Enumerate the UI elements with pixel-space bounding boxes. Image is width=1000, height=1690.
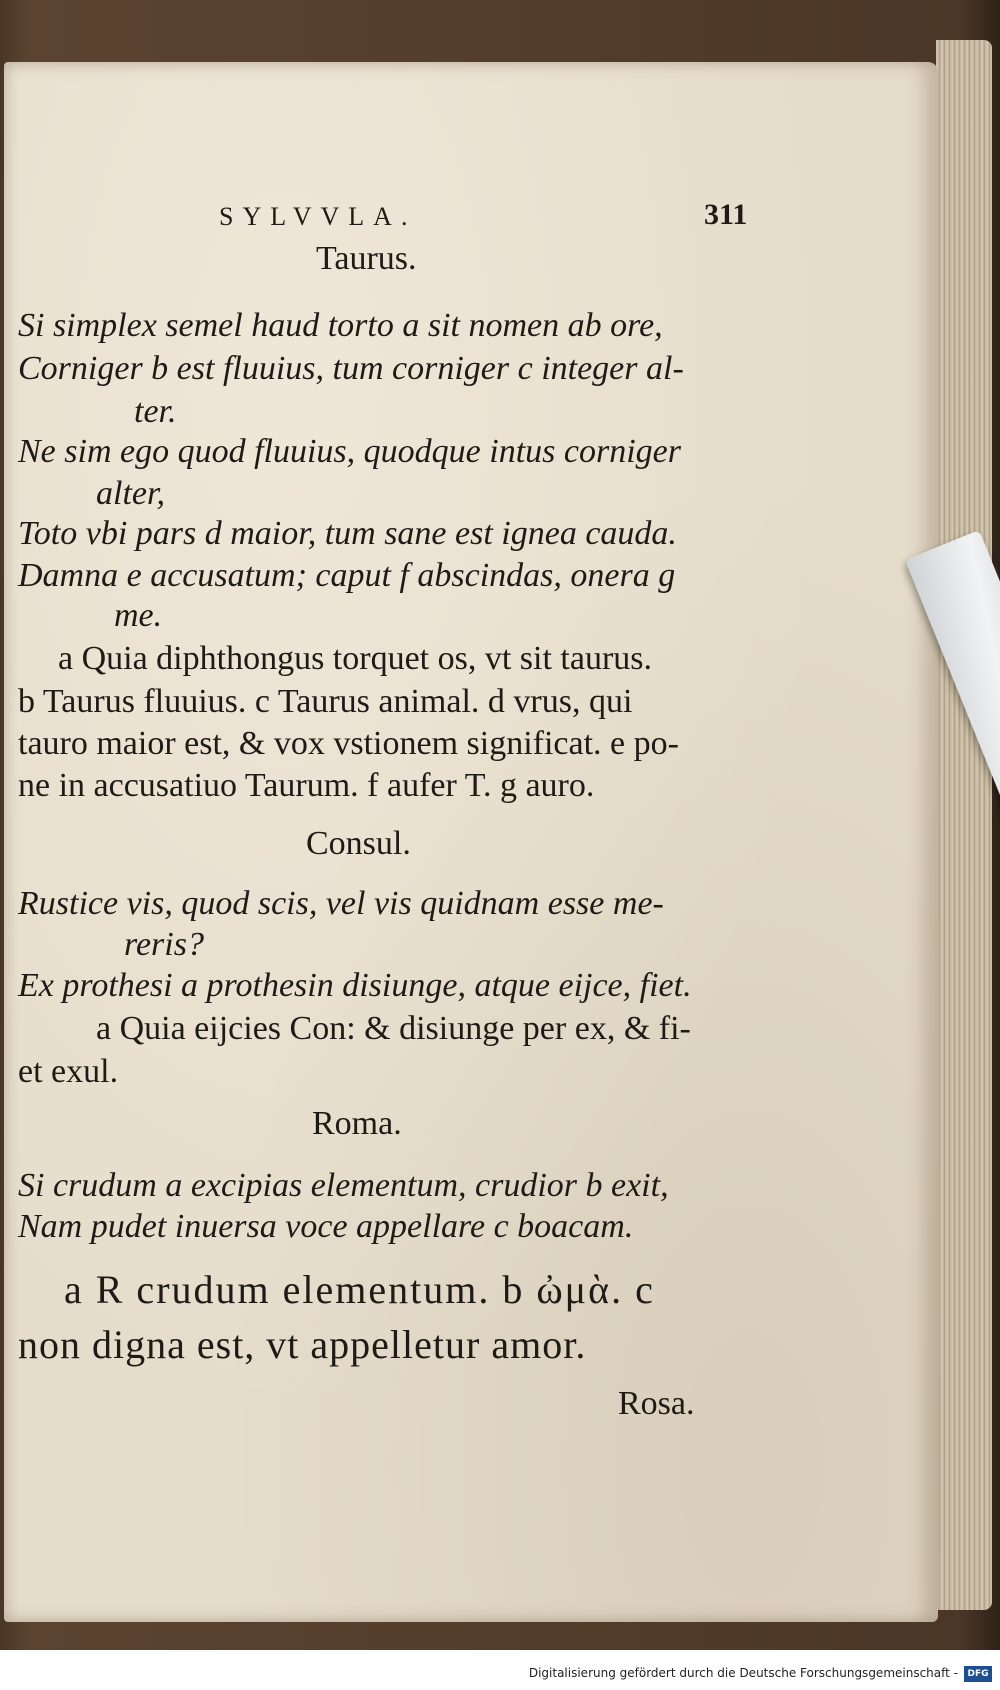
verse-line: Nam pudet inuersa voce appellare c boacam. bbox=[18, 1208, 634, 1245]
verse-line: Rustice vis, quod scis, vel vis quidnam esse me- bbox=[18, 885, 664, 922]
verse-line: reris? bbox=[124, 926, 204, 963]
book-page bbox=[4, 62, 938, 1622]
section-heading-consul: Consul. bbox=[306, 825, 411, 862]
verse-line: Toto vbi pars d maior, tum sane est ignea cauda. bbox=[18, 515, 677, 552]
verse-line: Damna e accusatum; caput f abscindas, onera g bbox=[18, 557, 676, 594]
section-heading-roma: Roma. bbox=[312, 1105, 402, 1142]
footer-bar bbox=[0, 1650, 1000, 1690]
verse-line: Si crudum a excipias elementum, crudior b exit, bbox=[18, 1167, 669, 1204]
note-line: non digna est, vt appelletur amor. bbox=[18, 1322, 587, 1367]
page-number: 311 bbox=[704, 198, 748, 231]
verse-line: ter. bbox=[134, 393, 177, 430]
verse-line: me. bbox=[114, 597, 163, 634]
section-heading-taurus: Taurus. bbox=[316, 240, 417, 277]
page-edges bbox=[936, 40, 992, 1610]
note-line: a Quia diphthongus torquet os, vt sit taurus. bbox=[58, 640, 653, 677]
verse-line: Corniger b est fluuius, tum corniger c integer al- bbox=[18, 350, 684, 387]
verse-line: Si simplex semel haud torto a sit nomen ab ore, bbox=[18, 307, 663, 344]
running-head: SYLVVLA. bbox=[219, 202, 417, 231]
note-line: ne in accusatiuo Taurum. f aufer T. g auro. bbox=[18, 767, 595, 804]
funding-credit: Digitalisierung gefördert durch die Deutsche Forschungsgemeinschaft - bbox=[528, 1666, 958, 1680]
catchword: Rosa. bbox=[618, 1385, 695, 1422]
note-line: et exul. bbox=[18, 1053, 119, 1090]
dfg-logo: DFG bbox=[964, 1666, 992, 1682]
note-line: b Taurus fluuius. c Taurus animal. d vrus, qui bbox=[18, 683, 633, 720]
note-line: a R crudum elementum. b ὠμὰ. c bbox=[64, 1267, 655, 1312]
verse-line: Ne sim ego quod fluuius, quodque intus corniger bbox=[18, 433, 681, 470]
note-line: a Quia eijcies Con: & disiunge per ex, & fi- bbox=[96, 1010, 691, 1047]
verse-line: Ex prothesi a prothesin disiunge, atque eijce, fiet. bbox=[18, 967, 692, 1004]
note-line: tauro maior est, & vox vstionem significat. e po- bbox=[18, 725, 679, 762]
verse-line: alter, bbox=[96, 475, 165, 512]
